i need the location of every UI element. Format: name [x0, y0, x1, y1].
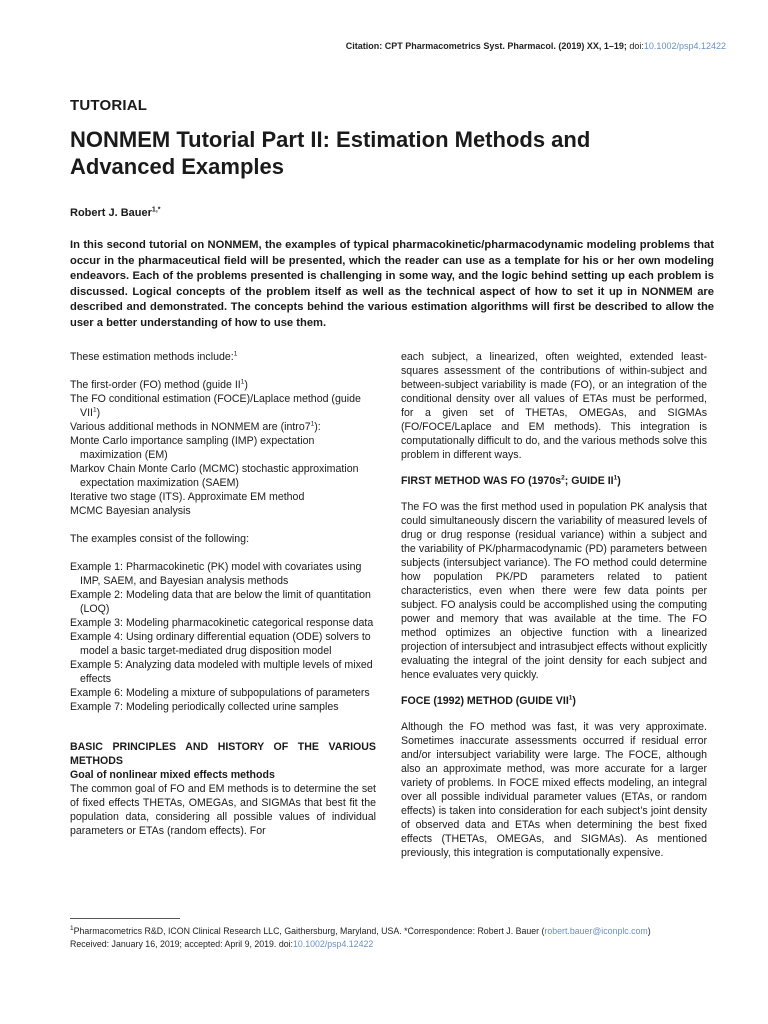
method-foce	[70, 392, 376, 420]
email-link[interactable]: robert.bauer@iconplc.com	[544, 926, 648, 936]
ref-marker: 2	[561, 474, 565, 482]
title-line-2: Advanced Examples	[70, 154, 284, 179]
ref-marker: 1	[70, 925, 74, 933]
fo-heading-mid: ; GUIDE II	[564, 475, 614, 487]
footnote-divider	[70, 918, 180, 919]
method-its: Iterative two stage (ITS). Approximate EM method	[70, 491, 305, 503]
method-fo-end: )	[244, 379, 248, 391]
author-line	[70, 207, 160, 219]
methods-list	[70, 378, 376, 518]
example-item: Example 4: Using ordinary differential equation (ODE) solvers to model a basic target-mediated drug disposition model	[70, 631, 371, 657]
left-column	[70, 350, 376, 838]
author-name: Robert J. Bauer	[70, 207, 152, 219]
section-heading-foce	[401, 694, 707, 708]
example-item: Example 5: Analyzing data modeled with multiple levels of mixed effects	[70, 659, 373, 685]
article-type: TUTORIAL	[70, 97, 148, 114]
foce-paragraph: Although the FO method was fast, it was very approximate. Sometimes inaccurate assessments occurred if residual error and/or intersubject variability were large. The FOCE, although also an approximate method, was more accurate for a larger variety of problems. In FOCE mixed effects modeling, an integral over all possible individual parameter values (ETAs, or random effects) is taken into consideration for each subject’s joint density of observed data and ETAs when determining the best fixed effects (THETAs, OMEGAs, and SIGMAs). As mentioned previously, this integration is computationally expensive.	[401, 721, 707, 859]
doi-link[interactable]: 10.1002/psp4.12422	[643, 41, 726, 51]
footer-doi-link[interactable]: 10.1002/psp4.12422	[293, 939, 374, 949]
ref-marker: 1	[92, 406, 97, 414]
foce-heading-text: FOCE (1992) METHOD (GUIDE VII	[401, 695, 569, 707]
article-title	[70, 126, 710, 180]
goal-paragraph: The common goal of FO and EM methods is to determine the set of fixed effects THETAs, OMEGAs, and SIGMAs that best fit the population data, considering all possible values of individual parameters or ETAs (random effects). For	[70, 783, 376, 837]
ref-marker: 1	[613, 474, 618, 482]
right-column	[401, 350, 707, 860]
abstract: In this second tutorial on NONMEM, the examples of typical pharmacokinetic/pharmacodynamic modeling problems that occur in the pharmaceutical field will be presented, which the reader can use as a template for his or her own modeling endeavors. Each of the problems presented is challenging in some way, and the logic behind setting up each problem is discussed. Logical concepts of the problem itself as well as the technical aspect of how to set it up in NONMEM are described and demonstrated. The concepts behind the various estimation algorithms will first be described to allow the user a better understanding of how to use them.	[70, 239, 714, 329]
example-item: Example 2: Modeling data that are below the limit of quantitation (LOQ)	[70, 589, 371, 615]
citation-line	[346, 41, 726, 51]
author-affiliation-marker: 1,*	[151, 206, 161, 214]
section-heading-basic-principles: BASIC PRINCIPLES AND HISTORY OF THE VARIOUS METHODS	[70, 741, 376, 767]
title-line-1: NONMEM Tutorial Part II: Estimation Methods and	[70, 127, 591, 152]
method-foce-text: The FO conditional estimation (FOCE)/Laplace method (guide VII	[70, 393, 361, 419]
method-additional-text: Various additional methods in NONMEM are (intro7	[70, 421, 311, 433]
footnote	[70, 925, 720, 951]
affiliation-end: )	[647, 926, 651, 936]
subsection-heading-goal: Goal of nonlinear mixed effects methods	[70, 769, 275, 781]
affiliation-line	[70, 925, 720, 938]
examples-list	[70, 560, 376, 714]
doi-prefix: doi:	[629, 41, 644, 51]
fo-heading-end: )	[617, 475, 621, 487]
example-item: Example 1: Pharmacokinetic (PK) model with covariates using IMP, SAEM, and Bayesian analysis methods	[70, 561, 362, 587]
methods-intro	[70, 350, 376, 364]
citation-label: Citation: CPT Pharmacometrics Syst. Pharmacol. (2019) XX, 1–19;	[345, 41, 627, 51]
example-item: Example 7: Modeling periodically collected urine samples	[70, 701, 339, 713]
method-fo-text: The first-order (FO) method (guide II	[70, 379, 241, 391]
method-bayes: MCMC Bayesian analysis	[70, 505, 191, 517]
received-text: Received: January 16, 2019; accepted: April 9, 2019. doi:	[70, 939, 294, 949]
continuation-paragraph: each subject, a linearized, often weighted, extended least-squares assessment of the contributions of within-subject and between-subject variability is made (FO), or an integration of the conditional density over all values of ETAs must be performed, for a given set of THETAs, OMEGAs, and SIGMAs (FO/FOCE/Laplace and EM methods). This integration is computationally difficult to do, and the various methods solve this problem in different ways.	[401, 351, 707, 461]
ref-marker: 1	[310, 420, 315, 428]
ref-marker: 1	[240, 378, 245, 386]
method-additional-end: ):	[314, 421, 321, 433]
examples-intro: The examples consist of the following:	[70, 533, 250, 545]
foce-heading-end: )	[572, 695, 576, 707]
example-item: Example 3: Modeling pharmacokinetic categorical response data	[70, 617, 374, 629]
method-saem: Markov Chain Monte Carlo (MCMC) stochastic approximation expectation maximization (SAEM)	[70, 463, 359, 489]
methods-intro-text: These estimation methods include:	[70, 351, 234, 363]
fo-heading-text: FIRST METHOD WAS FO (1970s	[401, 475, 562, 487]
example-item: Example 6: Modeling a mixture of subpopulations of parameters	[70, 687, 370, 699]
method-fo	[70, 378, 376, 392]
received-line	[70, 938, 720, 951]
ref-marker: 1	[233, 350, 238, 358]
method-imp: Monte Carlo importance sampling (IMP) expectation maximization (EM)	[70, 435, 315, 461]
ref-marker: 1	[568, 694, 573, 702]
method-additional	[70, 420, 376, 434]
affiliation-text: Pharmacometrics R&D, ICON Clinical Research LLC, Gaithersburg, Maryland, USA. *Correspondence: Robert J. Bauer (	[73, 926, 545, 936]
method-foce-end: )	[96, 407, 101, 419]
section-heading-fo	[401, 474, 707, 488]
fo-paragraph: The FO was the first method used in population PK analysis that could simultaneously discern the variability of measured levels of drug or drug response (residual variance) within a subject and the variability of PK/pharmacodynamic (PD) parameters between subjects (intersubject variance). The FO method could determine how population PK/PD parameters related to patient characteristics, even when there were few data points per subject. FO analysis could be accomplished using the computing power and memory that was available at the time. The FO method optimizes an objective function with a linearized projection of intersubject and intrasubject effects without explicitly evaluating the integral of the joint density for each subject and hence evaluates very quickly.	[401, 501, 708, 681]
